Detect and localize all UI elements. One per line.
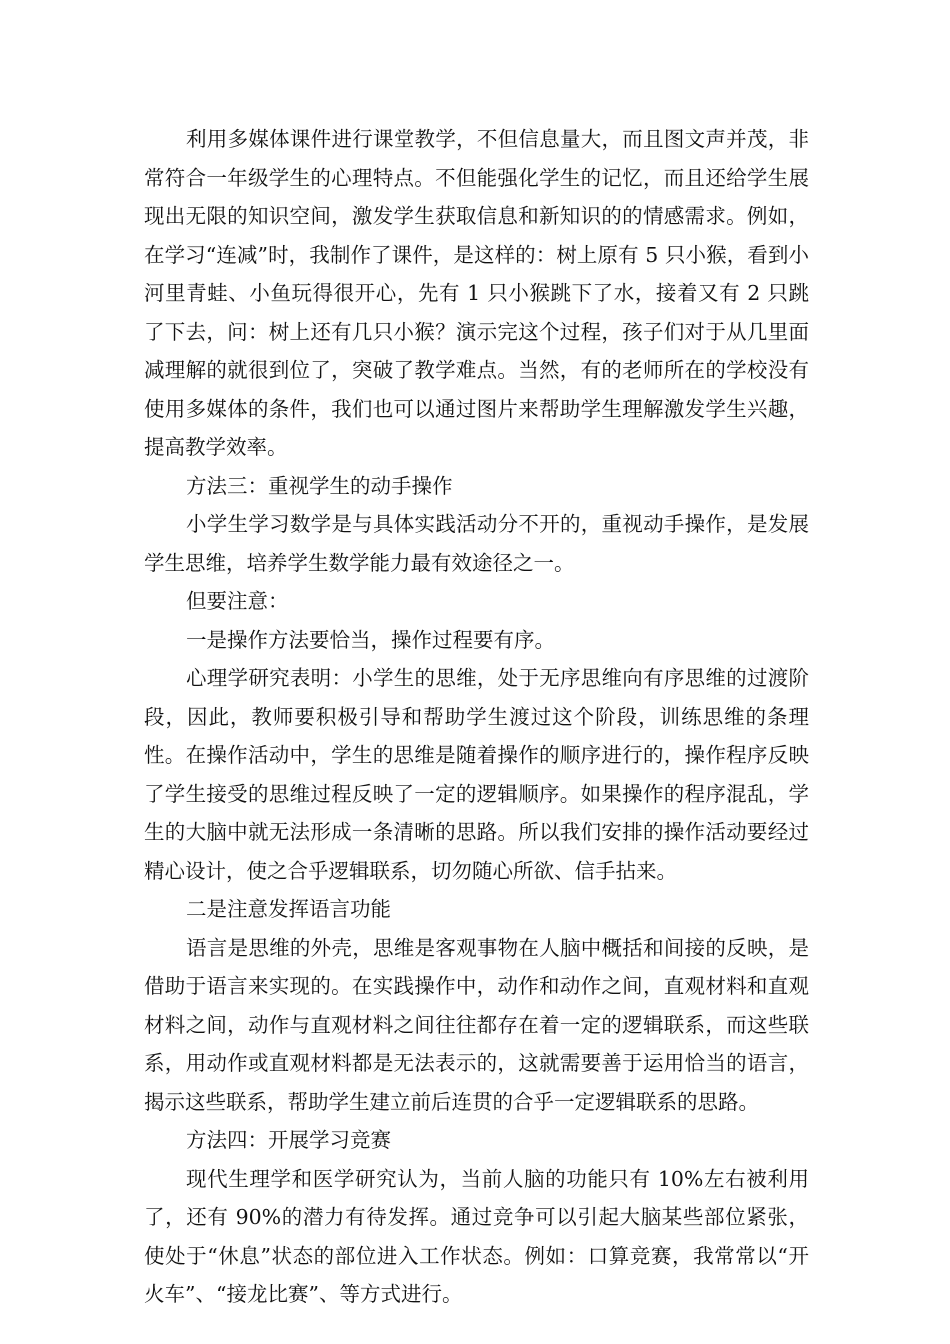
heading-method-three: 方法三：重视学生的动手操作 [186, 473, 453, 498]
document-body [144, 120, 809, 1314]
heading-method-four: 方法四：开展学习竞赛 [186, 1128, 392, 1152]
paragraph-psychology: 心理学研究表明：小学生的思维，处于无序思维向有序思维的过渡阶段，因此，教师要积极引导和帮助学生渡过这个阶段，训练思维的条理性。在操作活动中，学生的思维是随着操作的顺序进行的，操作程序反映了学生接受的思维过程反映了一定的逻辑顺序。如果操作的程序混乱，学生的大脑中就无法形成一条清晰的思路。所以我们安排的操作活动要经过精心设计，使之合乎逻辑联系，切勿随心所欲、信手拈来。 [144, 666, 809, 883]
paragraph-note: 但要注意： [186, 589, 289, 613]
paragraph-point-two: 二是注意发挥语言功能 [186, 897, 392, 921]
paragraph-competition: 现代生理学和医学研究认为，当前人脑的功能只有 10%左右被利用了，还有 90%的潜力有待发挥。通过竞争可以引起大脑某些部位紧张，使处于“休息”状态的部位进入工作状态。例如：口算竞赛，我常常以“开火车”、“接龙比赛”、等方式进行。 [144, 1166, 809, 1306]
paragraph-point-one: 一是操作方法要恰当，操作过程要有序。 [186, 627, 556, 652]
paragraph-multimedia: 利用多媒体课件进行课堂教学，不但信息量大，而且图文声并茂，非常符合一年级学生的心理特点。不但能强化学生的记忆，而且还给学生展现出无限的知识空间，激发学生获取信息和新知识的的情感需求。例如，在学习“连减”时，我制作了课件，是这样的：树上原有 5 只小猴，看到小河里青蛙、小鱼玩得很开心，先有 1 只小猴跳下了水，接着又有 2 只跳了下去，问：树上还有几只小猴？演示完这个过程，孩子们对于从几里面减理解的就很到位了，突破了教学难点。当然，有的老师所在的学校没有使用多媒体的条件，我们也可以通过图片来帮助学生理解激发学生兴趣，提高教学效率。 [144, 127, 809, 459]
paragraph-hands-on: 小学生学习数学是与具体实践活动分不开的，重视动手操作，是发展学生思维，培养学生数学能力最有效途径之一。 [144, 512, 809, 575]
paragraph-language: 语言是思维的外壳，思维是客观事物在人脑中概括和间接的反映，是借助于语言来实现的。在实践操作中，动作和动作之间，直观材料和直观材料之间，动作与直观材料之间往往都存在着一定的逻辑联系，而这些联系，用动作或直观材料都是无法表示的，这就需要善于运用恰当的语言，揭示这些联系，帮助学生建立前后连贯的合乎一定逻辑联系的思路。 [144, 935, 809, 1114]
